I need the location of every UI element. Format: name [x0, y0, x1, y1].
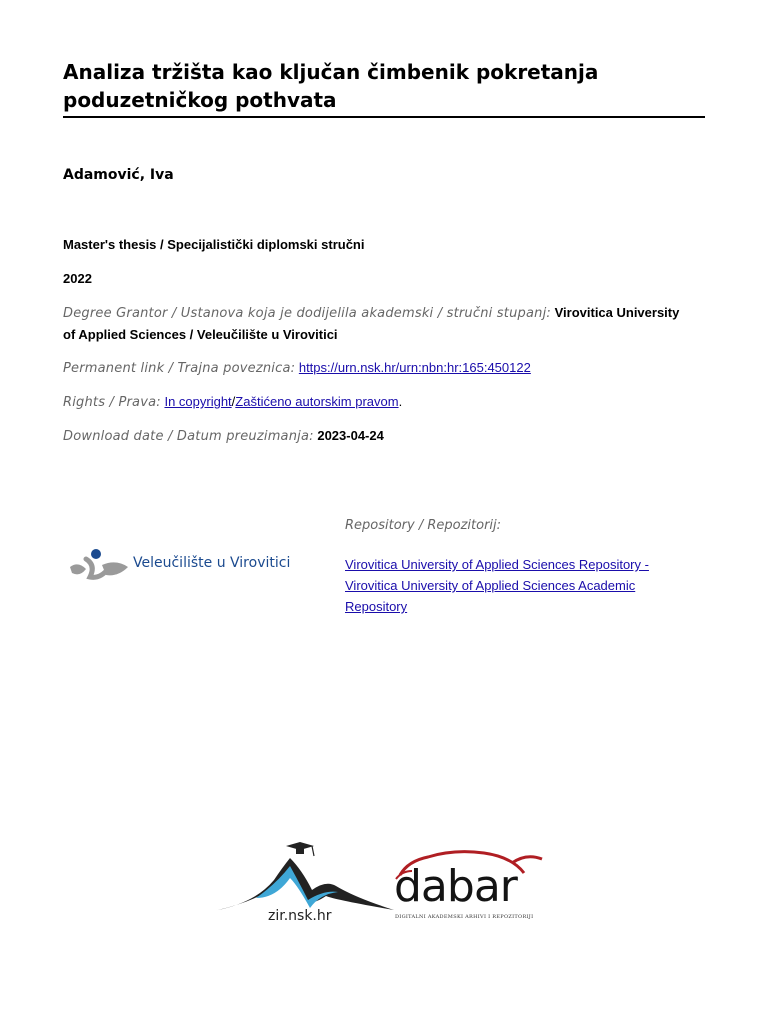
degree-grantor-label: Degree Grantor / Ustanova koja je dodijelila akademski / stručni stupanj:	[63, 306, 551, 321]
title-divider	[63, 116, 705, 118]
repository-link[interactable]: Virovitica University of Applied Sciences Repository - Virovitica University of Applied Sciences Academic Repository	[345, 557, 649, 614]
permanent-link[interactable]: https://urn.nsk.hr/urn:nbn:hr:165:450122	[298, 360, 531, 375]
degree-grantor	[63, 302, 683, 345]
dabar-tagline: DIGITALNI AKADEMSKI ARHIVI I REPOZITORIJI	[395, 914, 534, 920]
download-date-row	[63, 425, 683, 447]
zir-text: zir.nsk.hr	[268, 908, 332, 924]
download-date-label: Download date / Datum preuzimanja:	[63, 429, 314, 444]
in-copyright-link[interactable]: In copyright	[164, 394, 232, 409]
degree-grantor-value: Virovitica University of Applied Sciences / Veleučilište u Virovitici	[63, 305, 680, 342]
year: 2022	[63, 271, 92, 286]
download-date-value: 2023-04-24	[317, 428, 384, 443]
rights-label: Rights / Prava:	[63, 395, 161, 410]
rights-end: .	[398, 394, 403, 409]
repository-links	[345, 554, 685, 617]
author-name: Adamović, Iva	[63, 167, 174, 183]
institution-name: Veleučilište u Virovitici	[133, 555, 291, 571]
rights-separator: /	[231, 394, 236, 409]
document-title: Analiza tržišta kao ključan čimbenik pokretanja poduzetničkog pothvata	[63, 60, 599, 112]
dabar-wordmark: dabar	[394, 861, 517, 912]
zasticeno-link[interactable]: Zaštićeno autorskim pravom	[235, 394, 399, 409]
permanent-link-row	[63, 357, 683, 379]
thesis-type: Master's thesis / Specijalistički diplomski stručni	[63, 237, 365, 252]
rights-row	[63, 391, 683, 413]
repository-label: Repository / Repozitorij:	[345, 518, 502, 533]
permanent-link-label: Permanent link / Trajna poveznica:	[63, 361, 296, 376]
